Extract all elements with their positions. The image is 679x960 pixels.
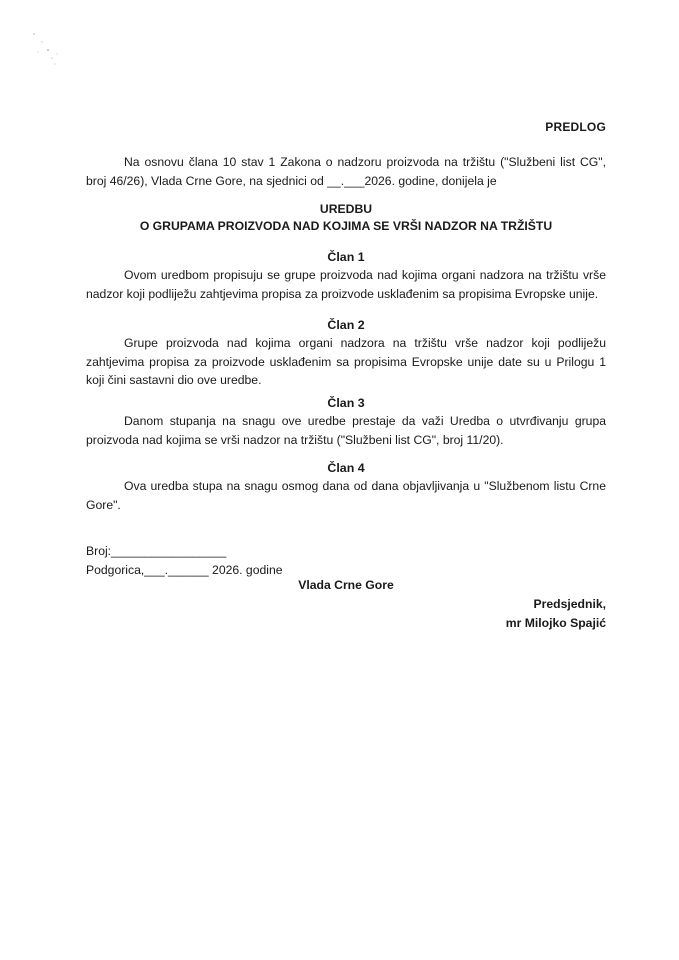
article-3-text: Danom stupanja na snagu ove uredbe prestaje da važi Uredba o utvrđivanju grupa proizvoda nad kojima se vrši nadzor na tržištu ("Službeni list CG", broj 11/20). [86,414,606,447]
signatory-title: Predsjednik, [533,597,606,611]
signature-block [506,595,606,633]
reference-number: Broj:_________________ [86,544,227,558]
article-4-text: Ova uredba stupa na snagu osmog dana od dana objavljivanja u "Službenom listu Crne Gore". [86,479,606,512]
article-2-heading: Član 2 [327,318,365,332]
signatory-name: mr Milojko Spajić [505,616,606,630]
article-3-heading: Član 3 [327,396,365,410]
reference-block [86,542,283,580]
issuing-authority: Vlada Crne Gore [298,578,394,592]
scan-artifact-mark [30,28,64,68]
document-label-predlog: PREDLOG [545,120,606,134]
document-title [86,201,606,235]
article-4-body [86,477,606,514]
title-line-1: UREDBU [319,202,373,216]
place-and-date: Podgorica,___.______ 2026. godine [86,563,283,577]
title-line-2: O GRUPAMA PROIZVODA NAD KOJIMA SE VRŠI NADZOR NA TRŽIŠTU [139,219,553,233]
article-2-text: Grupe proizvoda nad kojima organi nadzora na tržištu vrše nadzor koji podliježu zahtjevima propisa za proizvode usklađenim sa propisima Evropske unije date su u Prilogu 1 koji čini sastavni dio ove uredbe. [86,336,606,387]
article-1-body [86,266,606,303]
article-1-text: Ovom uredbom propisuju se grupe proizvoda nad kojima organi nadzora na tržištu vrše nadzor koji podliježu zahtjevima propisa za proizvode usklađenim sa propisima Evropske unije. [86,268,606,301]
article-4-heading: Član 4 [327,461,365,475]
article-2-body [86,334,606,390]
article-3-body [86,412,606,449]
article-1-heading: Član 1 [327,250,365,264]
preamble-paragraph [86,153,606,190]
preamble-text: Na osnovu člana 10 stav 1 Zakona o nadzoru proizvoda na tržištu ("Službeni list CG", broj 46/26), Vlada Crne Gore, na sjednici od __.___2026. godine, donijela je [86,155,606,188]
